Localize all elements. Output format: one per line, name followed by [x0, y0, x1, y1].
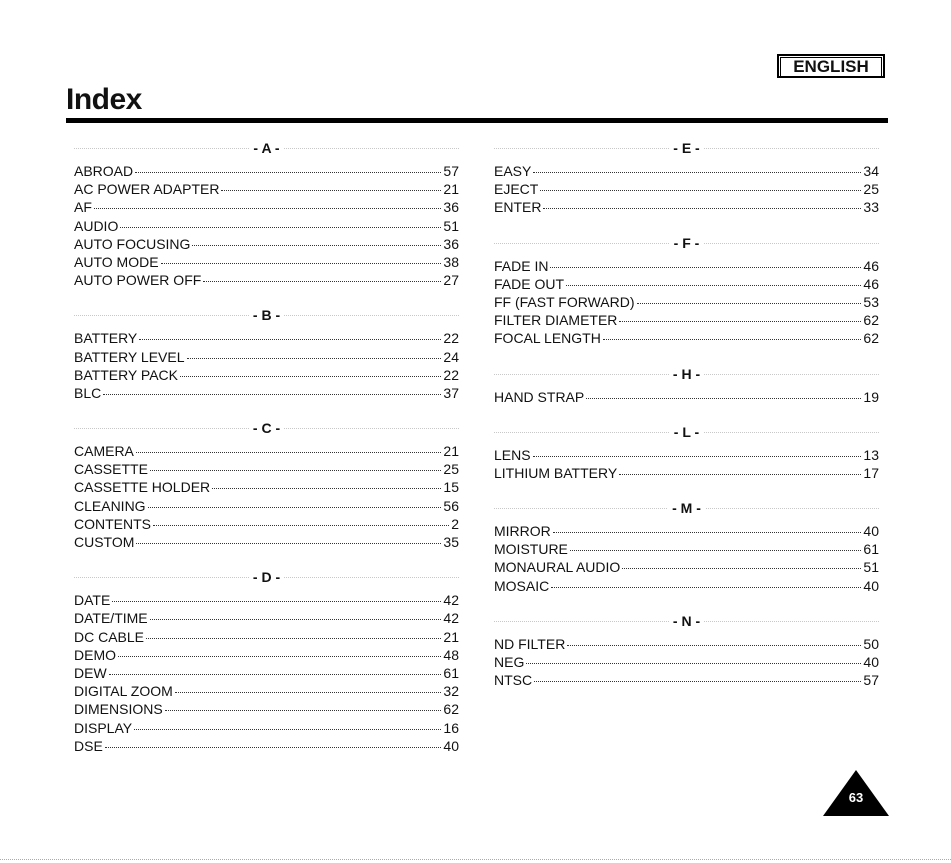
- index-term: LITHIUM BATTERY: [494, 464, 618, 481]
- index-entry: [74, 180, 459, 198]
- index-entry: [494, 162, 879, 180]
- index-entry: [74, 217, 459, 235]
- index-entry: [494, 653, 879, 671]
- index-entry: [494, 446, 879, 464]
- index-entry: [74, 719, 459, 737]
- index-entry: [494, 671, 879, 689]
- index-term: CAMERA: [74, 443, 134, 460]
- dot-leader: [103, 394, 441, 395]
- index-page-number: 36: [443, 235, 459, 252]
- index-entry-list: [74, 442, 459, 551]
- index-term: MOSAIC: [494, 577, 550, 594]
- index-term: FADE IN: [494, 257, 549, 274]
- index-entry: [74, 198, 459, 216]
- title-rule: [66, 118, 888, 123]
- index-section: [494, 601, 879, 690]
- section-letter: - B -: [249, 307, 284, 323]
- index-term: DISPLAY: [74, 719, 133, 736]
- index-entry: [74, 442, 459, 460]
- index-page-number: 48: [443, 646, 459, 663]
- index-entry: [494, 635, 879, 653]
- index-entry: [74, 366, 459, 384]
- language-label: ENGLISH: [780, 57, 882, 77]
- index-term: BATTERY: [74, 330, 138, 347]
- dot-leader: [603, 339, 862, 340]
- dot-leader: [150, 470, 442, 471]
- index-term: CUSTOM: [74, 534, 135, 550]
- index-term: CASSETTE: [74, 461, 148, 478]
- section-letter: - E -: [669, 140, 703, 156]
- index-entry: [74, 628, 459, 646]
- dot-leader: [94, 208, 442, 209]
- dot-leader: [118, 656, 441, 657]
- dot-leader: [586, 398, 861, 399]
- index-column-right: [494, 128, 879, 695]
- section-letter-header: [494, 223, 879, 257]
- index-entry: [494, 540, 879, 558]
- index-entry: [74, 271, 459, 289]
- index-entry: [494, 257, 879, 275]
- index-entry-list: [494, 257, 879, 348]
- index-term: ND FILTER: [494, 635, 566, 652]
- dot-leader: [180, 376, 441, 377]
- dot-leader: [136, 452, 442, 453]
- index-page-number: 61: [863, 541, 879, 558]
- index-page-number: 25: [443, 461, 459, 478]
- index-section: [74, 295, 459, 402]
- dot-leader: [192, 245, 441, 246]
- index-term: DIGITAL ZOOM: [74, 683, 173, 700]
- page-number: 63: [848, 790, 864, 805]
- dot-leader: [526, 663, 861, 664]
- index-term: AUTO POWER OFF: [74, 272, 202, 289]
- index-term: DEW: [74, 664, 107, 681]
- dot-leader: [105, 747, 442, 748]
- index-entry: [494, 558, 879, 576]
- index-page-number: 50: [863, 635, 879, 652]
- index-page-number: 62: [863, 312, 879, 329]
- index-section: [494, 128, 879, 217]
- dot-leader: [622, 568, 861, 569]
- section-letter-header: [494, 488, 879, 522]
- index-page-number: 33: [863, 199, 879, 216]
- dot-leader: [619, 321, 861, 322]
- index-term: FADE OUT: [494, 275, 565, 292]
- dot-leader: [148, 507, 442, 508]
- dot-leader: [120, 227, 441, 228]
- dot-leader: [175, 692, 442, 693]
- index-page-number: 53: [863, 293, 879, 310]
- section-letter-header: [494, 412, 879, 446]
- index-page-number: 40: [863, 577, 879, 594]
- index-entry: [494, 311, 879, 329]
- dot-leader: [203, 281, 441, 282]
- index-section: [494, 223, 879, 348]
- index-term: DC CABLE: [74, 628, 145, 645]
- index-entry-list: [74, 591, 459, 755]
- index-entry: [74, 533, 459, 551]
- dot-leader: [566, 285, 861, 286]
- index-section: [494, 412, 879, 482]
- index-page-number: 21: [443, 181, 459, 198]
- dot-leader: [135, 172, 441, 173]
- index-section: [494, 354, 879, 406]
- index-term: EJECT: [494, 181, 539, 198]
- index-page-number: 57: [863, 672, 879, 689]
- index-term: DIMENSIONS: [74, 701, 163, 718]
- index-entry: [74, 591, 459, 609]
- index-entry: [494, 522, 879, 540]
- index-page-number: 42: [443, 592, 459, 609]
- index-term: FILTER DIAMETER: [494, 312, 618, 329]
- section-letter: - N -: [669, 613, 704, 629]
- section-letter-header: [494, 128, 879, 162]
- dot-leader: [550, 267, 861, 268]
- dot-leader: [109, 674, 442, 675]
- index-term: BATTERY PACK: [74, 366, 178, 383]
- section-letter: - C -: [249, 420, 284, 436]
- index-entry: [74, 646, 459, 664]
- dot-leader: [540, 190, 861, 191]
- index-term: MONAURAL AUDIO: [494, 559, 621, 576]
- dot-leader: [139, 339, 441, 340]
- index-page-number: 2: [451, 515, 459, 532]
- index-page-number: 27: [443, 272, 459, 289]
- dot-leader: [534, 681, 861, 682]
- index-term: ABROAD: [74, 163, 134, 179]
- dot-leader: [212, 488, 441, 489]
- dot-leader: [146, 638, 441, 639]
- index-page-number: 37: [443, 384, 459, 401]
- index-entry: [74, 329, 459, 347]
- index-term: NEG: [494, 654, 525, 670]
- index-page-number: 51: [443, 217, 459, 234]
- index-page-number: 40: [863, 654, 879, 670]
- index-term: ENTER: [494, 199, 542, 216]
- dot-leader: [570, 550, 862, 551]
- index-entry-list: [494, 522, 879, 595]
- index-column-left: [74, 128, 459, 761]
- index-page-number: 62: [863, 330, 879, 347]
- index-term: DEMO: [74, 646, 116, 663]
- index-entry: [74, 497, 459, 515]
- index-page-number: 57: [443, 163, 459, 179]
- index-page-number: 40: [863, 523, 879, 540]
- index-entry-list: [494, 388, 879, 406]
- index-section: [494, 488, 879, 595]
- index-entry: [494, 275, 879, 293]
- index-entry: [494, 180, 879, 198]
- index-page-number: 16: [443, 719, 459, 736]
- index-term: FF (FAST FORWARD): [494, 293, 635, 310]
- dot-leader: [161, 263, 442, 264]
- index-entry: [494, 293, 879, 311]
- dot-leader: [637, 303, 862, 304]
- dot-leader: [150, 619, 442, 620]
- index-entry-list: [74, 162, 459, 289]
- section-letter: - L -: [670, 424, 703, 440]
- dot-leader: [533, 172, 861, 173]
- index-entry: [74, 515, 459, 533]
- section-letter: - F -: [670, 235, 704, 251]
- section-letter: - H -: [669, 366, 704, 382]
- index-entry-list: [74, 329, 459, 402]
- index-entry: [74, 384, 459, 402]
- index-term: BLC: [74, 384, 102, 401]
- index-page-number: 17: [863, 464, 879, 481]
- section-letter: - D -: [249, 569, 284, 585]
- index-entry: [494, 388, 879, 406]
- index-term: DATE/TIME: [74, 610, 148, 627]
- index-entry: [74, 478, 459, 496]
- index-page-number: 32: [443, 683, 459, 700]
- index-entry: [494, 329, 879, 347]
- index-term: DSE: [74, 737, 103, 754]
- index-term: MOISTURE: [494, 541, 568, 558]
- section-letter-header: [74, 295, 459, 329]
- dot-leader: [153, 525, 449, 526]
- index-entry: [74, 664, 459, 682]
- section-letter: - M -: [668, 500, 705, 516]
- index-entry-list: [494, 446, 879, 482]
- section-letter-header: [494, 354, 879, 388]
- section-letter: - A -: [249, 140, 283, 156]
- page-title: Index: [66, 83, 142, 116]
- index-page-number: 22: [443, 366, 459, 383]
- index-entry: [74, 700, 459, 718]
- index-term: CLEANING: [74, 497, 146, 514]
- index-page-number: 46: [863, 275, 879, 292]
- index-page-number: 21: [443, 628, 459, 645]
- index-term: BATTERY LEVEL: [74, 348, 185, 365]
- index-page-number: 15: [443, 479, 459, 496]
- dot-leader: [165, 710, 442, 711]
- section-letter-header: [74, 128, 459, 162]
- index-term: CASSETTE HOLDER: [74, 479, 211, 496]
- index-term: AC POWER ADAPTER: [74, 181, 220, 198]
- index-entry: [494, 198, 879, 216]
- index-term: AUTO MODE: [74, 253, 159, 270]
- index-term: AF: [74, 199, 92, 216]
- dot-leader: [136, 543, 441, 544]
- index-entry-list: [494, 162, 879, 217]
- dot-leader: [567, 645, 861, 646]
- index-section: [74, 128, 459, 289]
- index-term: CONTENTS: [74, 515, 151, 532]
- index-entry: [494, 577, 879, 595]
- index-page-number: 38: [443, 253, 459, 270]
- dot-leader: [619, 474, 861, 475]
- index-term: LENS: [494, 446, 531, 463]
- dot-leader: [221, 190, 441, 191]
- dot-leader: [187, 358, 442, 359]
- index-term: HAND STRAP: [494, 388, 585, 405]
- index-entry: [74, 737, 459, 755]
- index-term: DATE: [74, 592, 111, 609]
- index-section: [74, 408, 459, 551]
- language-badge: [777, 54, 885, 78]
- index-page-number: 21: [443, 443, 459, 460]
- section-letter-header: [74, 408, 459, 442]
- index-term: AUDIO: [74, 217, 119, 234]
- index-page-number: 42: [443, 610, 459, 627]
- index-entry: [74, 460, 459, 478]
- index-term: EASY: [494, 163, 532, 179]
- index-page-number: 56: [443, 497, 459, 514]
- index-term: AUTO FOCUSING: [74, 235, 191, 252]
- index-page-number: 19: [863, 388, 879, 405]
- index-section: [74, 557, 459, 755]
- dot-leader: [533, 456, 862, 457]
- index-term: NTSC: [494, 672, 533, 689]
- index-entry: [74, 682, 459, 700]
- index-term: FOCAL LENGTH: [494, 330, 601, 347]
- index-page-number: 51: [863, 559, 879, 576]
- index-entry: [74, 162, 459, 180]
- index-page-number: 24: [443, 348, 459, 365]
- dot-leader: [543, 208, 861, 209]
- index-entry: [74, 253, 459, 271]
- index-entry: [74, 235, 459, 253]
- index-page-number: 13: [863, 446, 879, 463]
- index-page-number: 34: [863, 163, 879, 179]
- section-letter-header: [494, 601, 879, 635]
- index-term: MIRROR: [494, 523, 551, 540]
- index-page-number: 46: [863, 257, 879, 274]
- dot-leader: [134, 729, 441, 730]
- index-page-number: 36: [443, 199, 459, 216]
- bottom-divider: [0, 859, 951, 860]
- index-entry-list: [494, 635, 879, 690]
- dot-leader: [553, 532, 862, 533]
- index-page-number: 35: [443, 534, 459, 550]
- index-page-number: 25: [863, 181, 879, 198]
- index-entry: [494, 464, 879, 482]
- section-letter-header: [74, 557, 459, 591]
- index-page-number: 61: [443, 664, 459, 681]
- dot-leader: [551, 587, 861, 588]
- dot-leader: [112, 601, 441, 602]
- index-entry: [74, 609, 459, 627]
- index-page-number: 40: [443, 737, 459, 754]
- index-page-number: 62: [443, 701, 459, 718]
- index-page-number: 22: [443, 330, 459, 347]
- index-entry: [74, 348, 459, 366]
